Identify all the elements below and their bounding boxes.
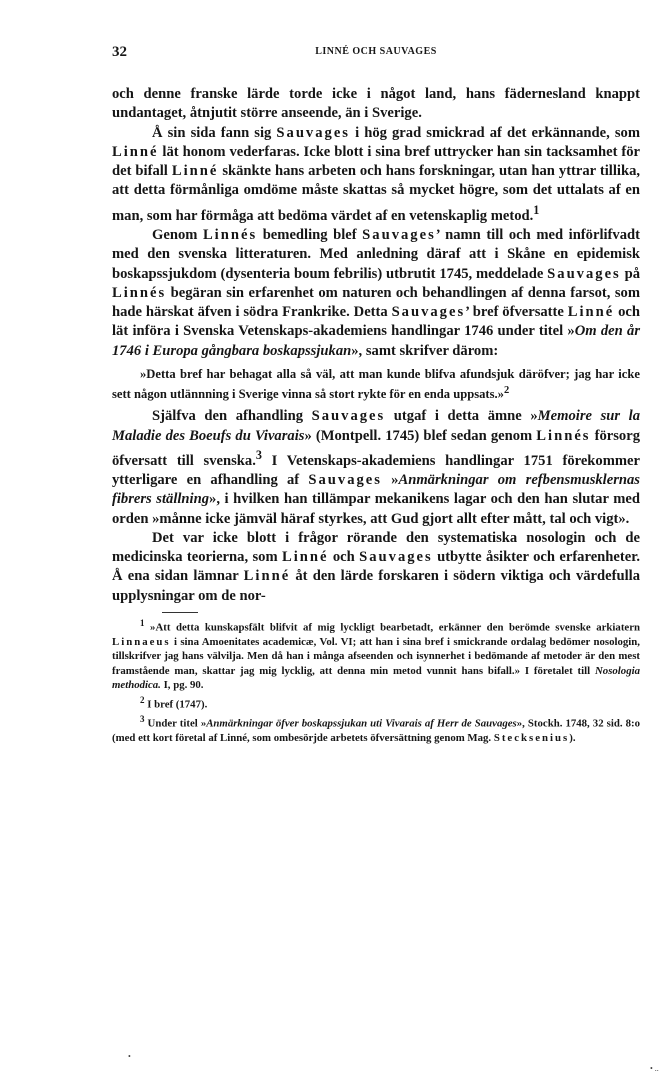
page-header — [112, 44, 640, 64]
person-name: Linné — [112, 143, 159, 160]
person-name: Linnés — [112, 284, 167, 301]
running-head: LINNÉ OCH SAUVAGES — [315, 46, 437, 57]
person-name: Sauvages — [391, 304, 466, 321]
footnotes — [112, 616, 640, 745]
person-name: Linné — [281, 549, 329, 566]
paragraph-2: Å sin sida fann sig Sauvages i hög grad smickrad af det erkännande, som Linné lät honom vederfaras. Icke blott i sina bref uttrycker han sin tacksamhet för det bifall Linné skänkte hans arbeten och hans forskningar, utan han yttrar tillika, att detta förmånliga omdöme måste skattas så mycket högre, som det uttalats af en man, som har förmåga att bedöma värdet af en vetenskaplig metod.$^1$ — [112, 124, 641, 224]
person-name: Sauvages — [547, 265, 621, 282]
print-speck: • .. — [650, 1064, 659, 1073]
person-name: Linnés — [536, 427, 591, 444]
work-title: Anmärkningar om refbensmusklernas fibrers ställning — [112, 471, 640, 508]
person-name: Sauvages — [359, 549, 433, 566]
person-name: Linné — [243, 568, 291, 585]
footnote-ref: 3 — [255, 447, 262, 462]
person-name: Linnaeus — [112, 636, 171, 649]
footnote-divider — [162, 612, 198, 613]
person-name: Linné — [171, 163, 219, 180]
footnote-ref: 2 — [503, 384, 510, 396]
page-number: 32 — [112, 44, 127, 60]
footnote-3: $^3$ Under titel »Anmärkningar öfver boskapssjukan uti Vivarais af Herr de Sauvages», Stockh. 1748, 32 sid. 8:o (med ett kort företal af Linné, som ombesörjde arbetets öfversättning genom Mag. Stecksenius). — [112, 713, 640, 744]
person-name: Linné — [567, 304, 615, 321]
person-name: Sauvages — [362, 226, 436, 243]
footnote-ref: 1 — [533, 202, 540, 217]
work-title: Memoire sur la Maladie des Boeufs du Vivarais — [112, 408, 640, 444]
main-text — [112, 85, 640, 745]
work-title: Nosologia methodica. — [112, 664, 640, 692]
paragraph-1: och denne franske lärde torde icke i något land, hans fädernesland knappt undantaget, åtnjutit större anseende, än i Sverige. — [112, 86, 640, 122]
person-name: Sauvages — [308, 471, 382, 488]
person-name: Sauvages — [311, 408, 386, 425]
block-quote: »Detta bref har behagat alla så väl, att man kunde blifva afundsjuk däröfver; jag har icke sett någon utlännning i Sverige vinna så stort rykte för en enda uppsats.»$^2$ — [112, 367, 640, 401]
person-name: Sauvages — [276, 124, 350, 141]
print-speck: • — [128, 1052, 131, 1061]
work-title: Om den år 1746 i Europa gångbara boskapssjukan — [112, 323, 640, 359]
paragraph-5: Det var icke blott i frågor rörande den systematiska nosologin och de medicinska teorierna, som Linné och Sauvages utbytte åsikter och erfarenheter. Å ena sidan lämnar Linné åt den lärde forskaren i södern viktiga och värdefulla upplysningar om de nor- — [112, 529, 641, 604]
work-title: Anmärkningar öfver boskapssjukan uti Vivarais af Herr de Sauvages — [206, 717, 517, 730]
person-name: Linnés — [202, 226, 258, 243]
footnote-2: $^2$ I bref (1747). — [140, 694, 208, 711]
person-name: Stecksenius — [493, 731, 570, 744]
footnote-1: $^1$ »Att detta kunskapsfält blifvit af mig lyckligt bearbetadt, erkänner den berömde svenske arkiatern Linnaeus i sina Amoenitates academicæ, Vol. VI; att han i sina bref i smickrande ordalag bedömer nosologin, tillskrifver jag hans välvilja. Men då han i många afseenden och isynnerhet i bedömande af metoder är den mest framstående man, skattar jag mig lycklig, att denna min metod vunnit hans bifall.» I företalet till Nosologia methodica. I, pg. 90. — [112, 618, 641, 692]
paragraph-4: Själfva den afhandling Sauvages utgaf i detta ämne »Memoire sur la Maladie des Boeufs du Vivarais» (Montpell. 1745) blef sedan genom Linnés försorg öfversatt till svenska.$^3$ I Vetenskaps-akademiens handlingar 1751 förekommer ytterligare en afhandling af Sauvages »Anmärkningar om refbensmusklernas fibrers ställning», i hvilken han tillämpar mekanikens lagar och den han slutar med orden »månne icke jämväl häraf styrkes, att Gud gjort allt efter mått, tal och vigt». — [112, 408, 640, 527]
paragraph-3: Genom Linnés bemedling blef Sauvages’ namn till och med införlifvadt med den svenska litteraturen. Med anledning däraf att i Skåne en epidemisk boskapssjukdom (dysenteria boum febrilis) utbrutit 1745, meddelade Sauvages på Linnés begäran sin erfarenhet om naturen och behandlingen af denna farsot, som hade härskat äfven i södra Frankrike. Detta Sauvages’ bref öfversatte Linné och lät införa i Svenska Vetenskaps-akademiens handlingar 1746 under titel »Om den år 1746 i Europa gångbara boskapssjukan», samt skrifver därom: — [112, 226, 640, 359]
